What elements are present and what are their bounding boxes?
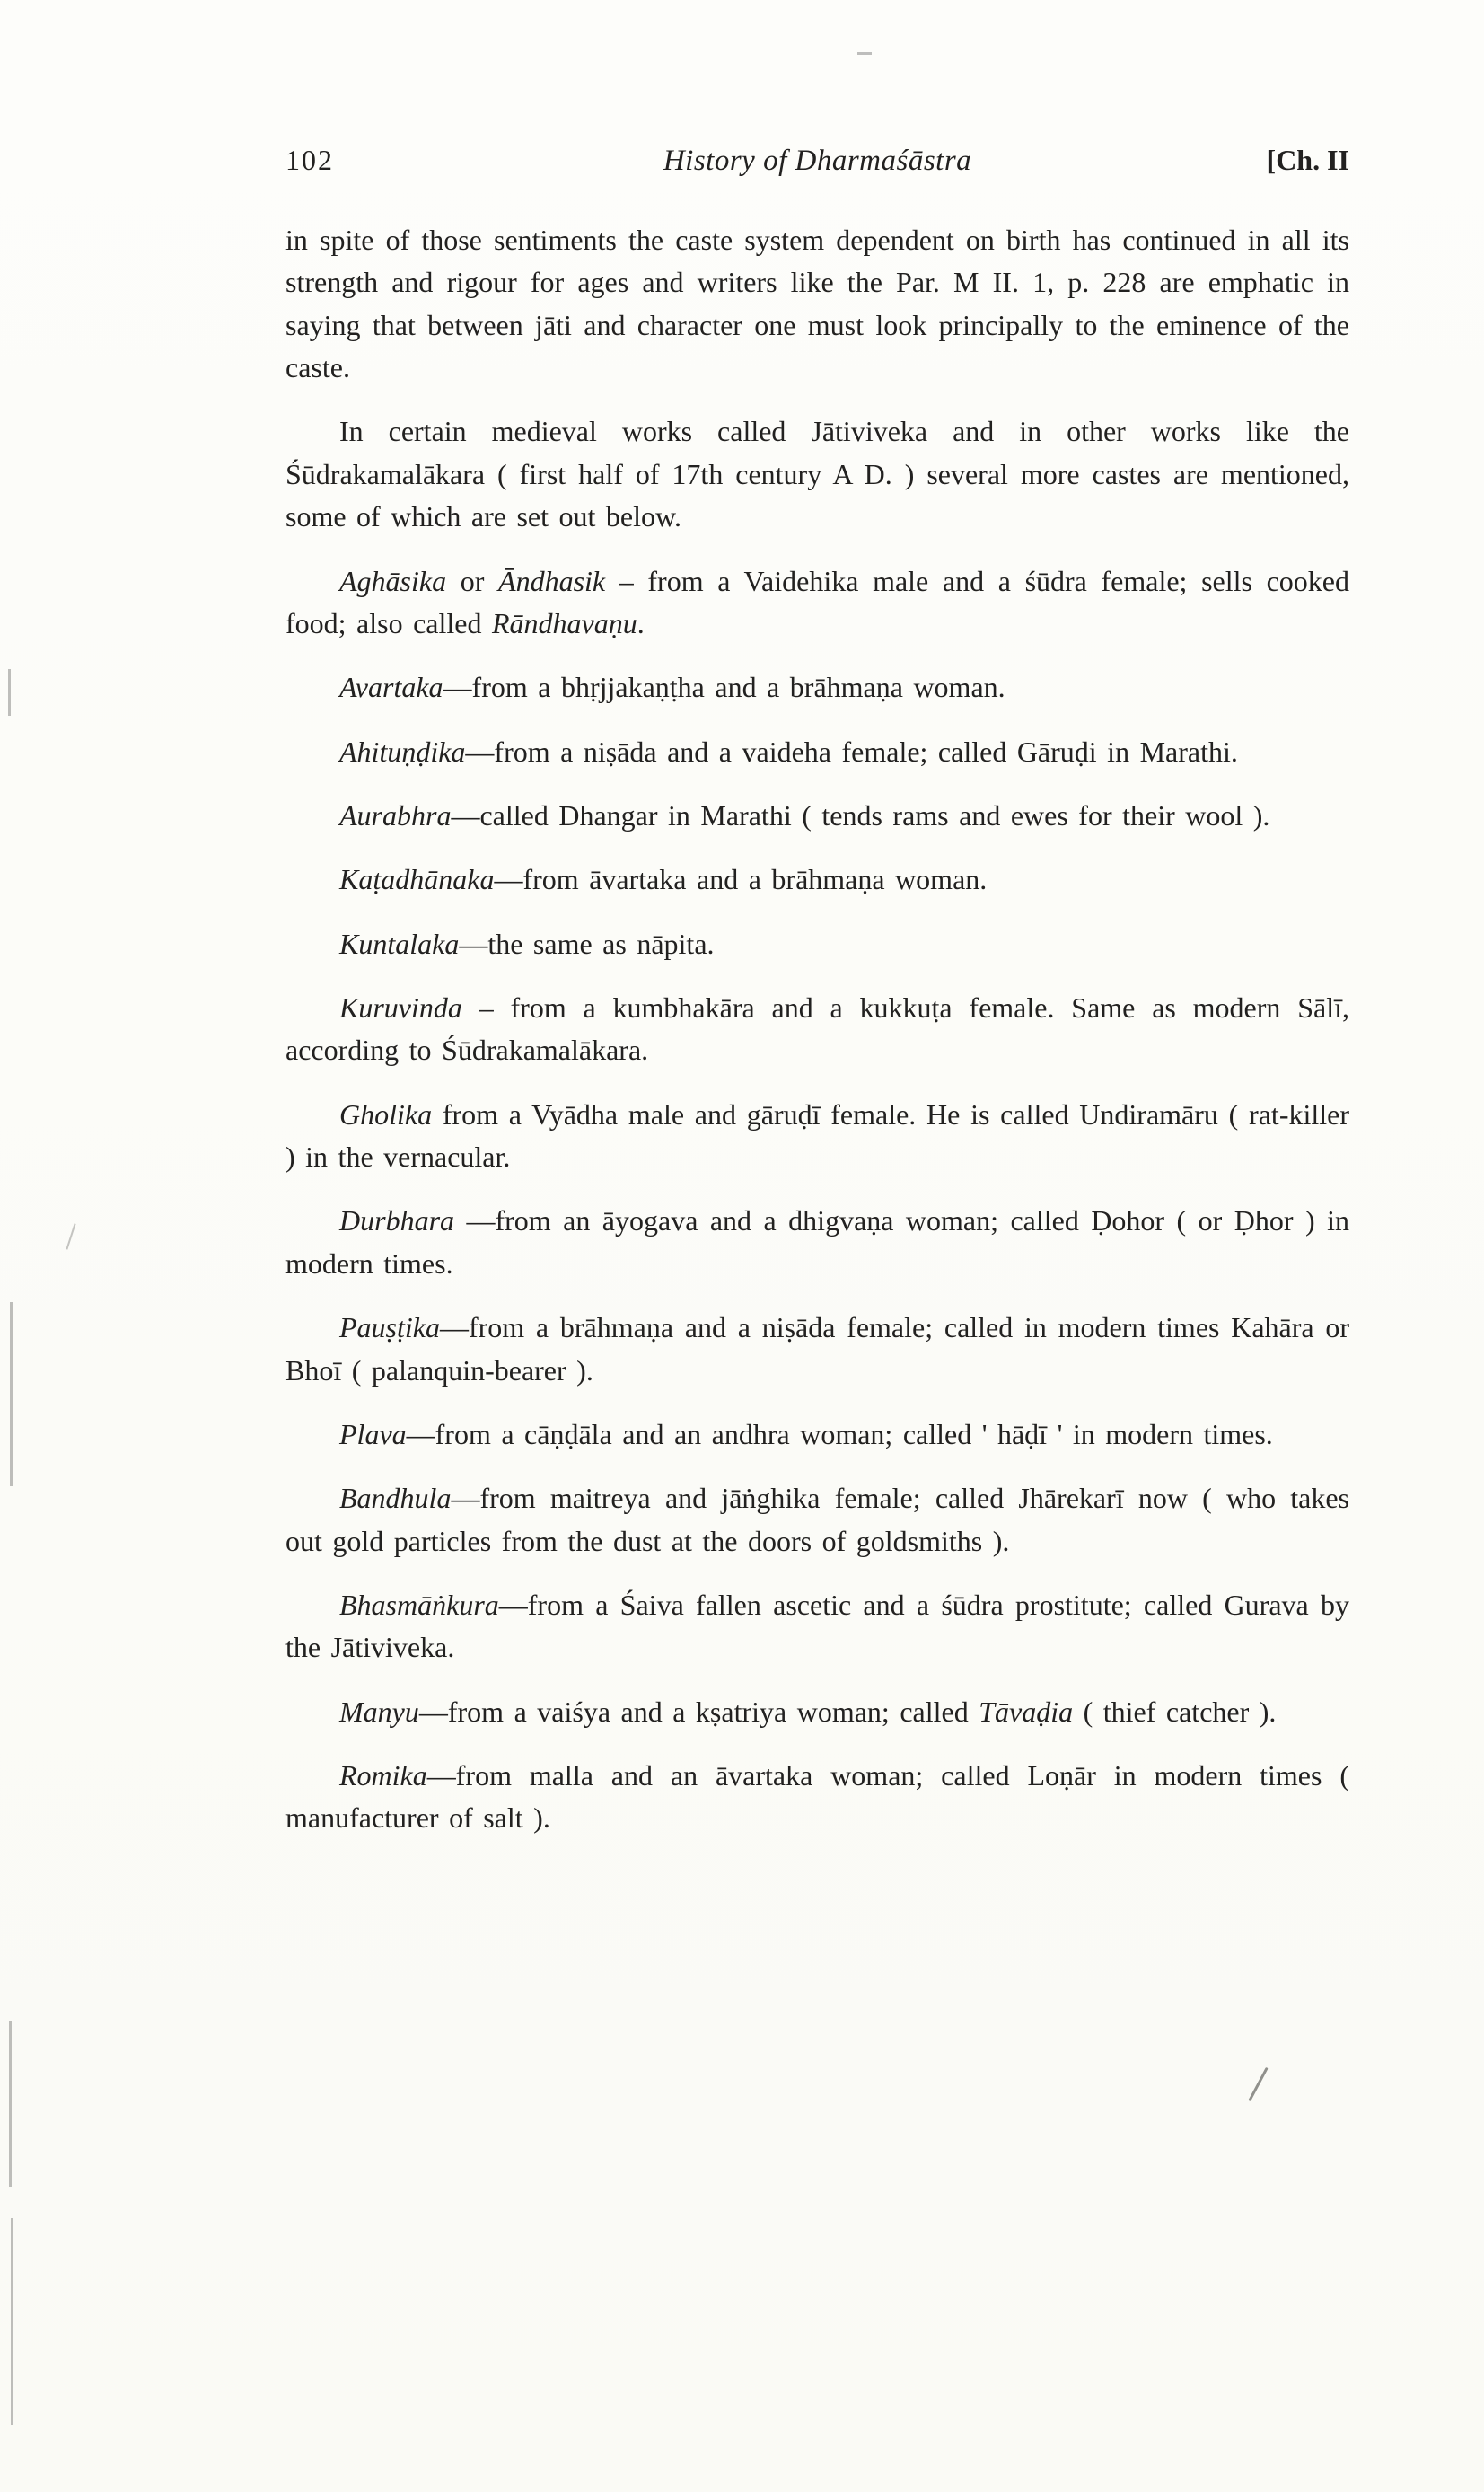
caste-name: Kaṭadhānaka (339, 863, 495, 896)
scan-mark (11, 2218, 13, 2425)
page-content (285, 144, 1349, 1862)
caste-name: Rāndhavaṇu (491, 606, 637, 639)
paragraph-text: —from a vaiśya and a kṣatriya woman; called (418, 1695, 979, 1728)
caste-name: Āndhasik (498, 564, 606, 597)
caste-name: Gholika (339, 1097, 433, 1131)
paragraph-text: ( thief catcher ). (1073, 1695, 1277, 1728)
paragraph-text: – from a kumbhakāra and a kukkuṭa female. Same as modern Sālī, according to Śūdrakamalākara. (285, 991, 1349, 1067)
paragraph (285, 560, 1349, 646)
page-body (285, 219, 1349, 1840)
caste-name: Kuntalaka (339, 927, 460, 960)
caste-name: Romika (339, 1759, 427, 1792)
book-title: History of Dharmaśāstra (663, 145, 972, 177)
paragraph (285, 1755, 1349, 1840)
paragraph-text: —from a Śaiva fallen ascetic and a śūdra prostitute; called Gurava by the Jātiviveka. (285, 1588, 1349, 1664)
pen-stroke (1248, 2067, 1268, 2101)
paragraph (285, 219, 1349, 389)
paragraph-text: —from malla and an āvartaka woman; called Loṇār in modern times ( manufacturer of salt ). (285, 1759, 1349, 1835)
paragraph (285, 1200, 1349, 1285)
paragraph-text: —from a cāṇḍāla and an andhra woman; called ' hāḍī ' in modern times. (406, 1417, 1273, 1450)
paragraph (285, 1584, 1349, 1669)
scan-mark (8, 669, 11, 716)
paragraph (285, 666, 1349, 709)
caste-name: Ahituṇḍika (339, 735, 466, 768)
caste-name: Manyu (339, 1695, 419, 1728)
caste-name: Plava (339, 1417, 407, 1450)
caste-name: Avartaka (339, 671, 443, 704)
caste-name: Aurabhra (339, 798, 452, 832)
paragraph-text: —from a bhṛjjakaṇṭha and a brāhmaṇa woman. (443, 671, 1005, 704)
paragraph-text: in spite of those sentiments the caste system dependent on birth has continued in all its strength and rigour for ages and writers like the Par. M II. 1, p. 228 are emphatic in saying that between jāti and character one must look principally to the eminence of the caste. (285, 224, 1349, 384)
paragraph (285, 731, 1349, 773)
paragraph-text: – from a Vaidehika male and a śūdra female; sells cooked food; also called (285, 564, 1350, 639)
caste-name: Bandhula (339, 1482, 452, 1515)
caste-name: Pauṣṭika (339, 1311, 440, 1344)
paragraph (285, 859, 1349, 901)
paragraph-text: —from āvartaka and a brāhmaṇa woman. (494, 863, 988, 896)
paragraph-text: In certain medieval works called Jātiviveka and in other works like the Śūdrakamalākara ( first half of 17th century A D. ) several more castes are mentioned, some of which are set out below. (285, 415, 1349, 533)
paragraph-text: —from maitreya and jāṅghika female; called Jhārekarī now ( who takes out gold particles from the dust at the doors of goldsmiths ). (285, 1482, 1349, 1557)
paragraph-text: —from a brāhmaṇa and a niṣāda female; called in modern times Kahāra or Bhoī ( palanquin-bearer ). (285, 1311, 1349, 1387)
caste-name: Bhasmāṅkura (339, 1588, 499, 1621)
caste-name: Aghāsika (339, 564, 447, 597)
paragraph (285, 1691, 1349, 1733)
paragraph-text: —called Dhangar in Marathi ( tends rams and ewes for their wool ). (451, 798, 1270, 832)
paragraph (285, 923, 1349, 965)
paragraph (285, 1413, 1349, 1456)
paragraph-text: —from an āyogava and a dhigvaṇa woman; called Ḍohor ( or Ḍhor ) in modern times. (285, 1204, 1349, 1280)
paragraph-text: —the same as nāpita. (459, 927, 715, 960)
scan-mark (66, 1223, 75, 1249)
page-header (285, 144, 1349, 178)
scan-mark (857, 52, 872, 55)
caste-name: Tāvaḍia (979, 1695, 1074, 1728)
paragraph-text: from a Vyādha male and gāruḍī female. He is called Undiramāru ( rat-killer ) in the vernacular. (285, 1097, 1349, 1174)
scan-mark (10, 1302, 13, 1486)
paragraph (285, 1477, 1349, 1563)
paragraph (285, 1094, 1349, 1179)
paragraph (285, 987, 1349, 1072)
paragraph-text: or (446, 564, 499, 597)
paragraph (285, 795, 1349, 837)
paragraph-text: . (637, 606, 645, 639)
scan-mark (9, 2021, 12, 2187)
chapter-heading: [Ch. II (1266, 144, 1349, 176)
caste-name: Durbhara (339, 1204, 455, 1237)
paragraph (285, 1307, 1349, 1392)
paragraph (285, 410, 1349, 538)
paragraph-text: —from a niṣāda and a vaideha female; called Gāruḍi in Marathi. (465, 735, 1238, 768)
page-number: 102 (285, 144, 334, 176)
caste-name: Kuruvinda (339, 991, 462, 1025)
